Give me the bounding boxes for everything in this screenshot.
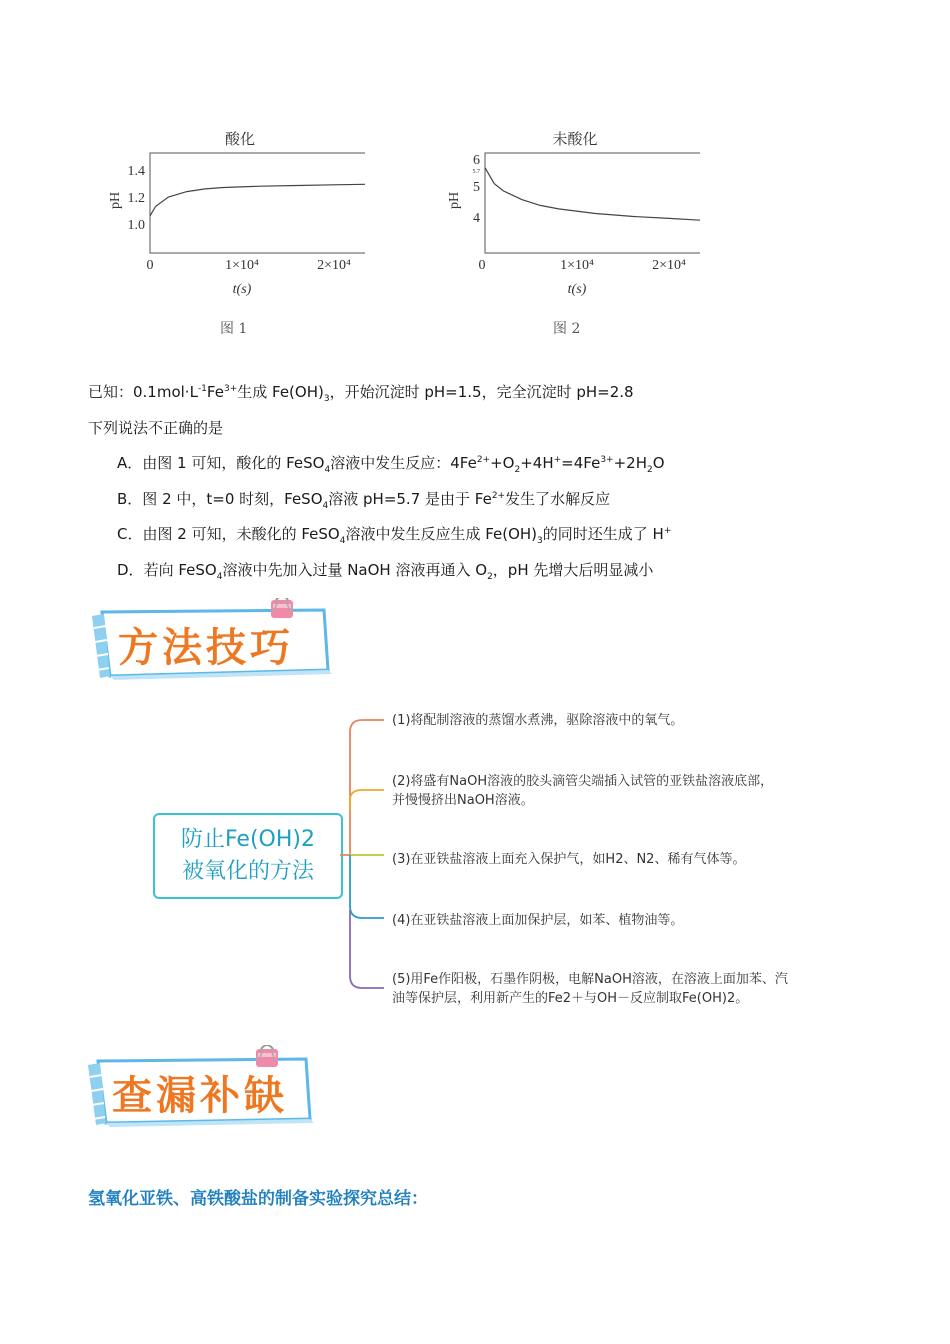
mindmap-center-node [153, 813, 343, 899]
figure2-xtick-3: 2×10⁴ [652, 258, 686, 273]
option-d: D．若向 FeSO$_4$溶液中先加入过量 NaOH 溶液再通入 $O_2$，pH 先增大后明显减小 [117, 561, 654, 582]
branch-4 [350, 855, 384, 918]
figure2-ytick-3: 5 [473, 180, 480, 195]
figure2-chart [430, 145, 700, 305]
mindmap-branches [338, 710, 388, 1000]
mindmap-center-line2: 被氧化的方法 [181, 859, 314, 884]
figure1-xtick-3: 2×10⁴ [317, 258, 351, 273]
option-a: A．由图 1 可知，酸化的 FeSO$_4$溶液中发生反应：$4Fe^{2+}+O_2+4H^+=4Fe^{3+}+2H_2O$ [117, 454, 665, 475]
figure2-plot-frame [485, 153, 700, 253]
option-c: C．由图 2 可知，未酸化的 FeSO$_4$溶液中发生反应生成 $Fe(OH)_3$的同时还生成了 H+ [117, 525, 672, 546]
branch-5 [350, 910, 384, 988]
mindmap-item-5: (5)用Fe作阳极，石墨作阴极，电解NaOH溶液，在溶液上面加苯、汽 油等保护层，利用新产生的Fe2＋与OH－反应制取Fe(OH)2。 [392, 972, 788, 1006]
figure1-ytick-1: 1.4 [127, 164, 145, 179]
figure1-chart [95, 145, 365, 305]
figure1-ylabel: pH [108, 191, 123, 209]
branch-1 [340, 720, 384, 855]
figure1-xlabel: t(s) [232, 282, 252, 297]
figure2-title: 未酸化 [552, 130, 598, 148]
figure1-ytick-2: 1.2 [127, 191, 145, 206]
mindmap-item-1: (1)将配制溶液的蒸馏水煮沸，驱除溶液中的氧气。 [392, 713, 684, 728]
figure2-xlabel: t(s) [567, 282, 587, 297]
banner-fill-gaps-text: 查漏补缺 [112, 1072, 288, 1119]
figure2-ytick-4: 4 [473, 211, 480, 226]
mindmap-item-2: (2)将盛有NaOH溶液的胶头滴管尖端插入试管的亚铁盐溶液底部， 并慢慢挤出NaOH溶液。 [392, 774, 774, 808]
section-heading: 氢氧化亚铁、高铁酸盐的制备实验探究总结： [88, 1189, 428, 1209]
figure2-ylabel: pH [447, 191, 462, 209]
mindmap-item-4: (4)在亚铁盐溶液上面加保护层，如苯、植物油等。 [392, 913, 684, 928]
option-b: B．图 2 中，t=0 时刻，FeSO$_4$溶液 pH=5.7 是由于 $Fe^{2+}$发生了水解反应 [117, 490, 611, 511]
figure1-xtick-2: 1×10⁴ [225, 258, 259, 273]
figure2-series-line [485, 168, 700, 223]
branch-2 [350, 790, 384, 810]
figure1-title: 酸化 [224, 130, 255, 148]
figure2-ytick-1: 6 [473, 153, 480, 168]
given-info: 已知：$0.1mol\cdot L^{-1}Fe^{3+}$生成 $Fe(OH)_3$，开始沉淀时 pH=1.5，完全沉淀时 pH=2.8 [88, 383, 634, 404]
mindmap-center-line1: 防止Fe(OH)2 [180, 827, 315, 852]
clip-icon [271, 598, 293, 618]
banner-method-tips-text: 方法技巧 [118, 624, 294, 671]
figure1-plot-frame [150, 153, 365, 253]
figure1-ytick-3: 1.0 [127, 218, 145, 233]
figure1-series-line [150, 182, 365, 216]
question-stem: 下列说法不正确的是 [88, 419, 224, 437]
figure1-xtick-1: 0 [146, 258, 154, 273]
figure2-xtick-1: 0 [478, 258, 486, 273]
mindmap-item-3: (3)在亚铁盐溶液上面充入保护气，如H2、N2、稀有气体等。 [392, 852, 746, 867]
figure2-xtick-2: 1×10⁴ [560, 258, 594, 273]
figure2-ytick-2: 5.7 [472, 169, 480, 175]
figure2-caption: 图 2 [553, 321, 581, 337]
figure1-caption: 图 1 [220, 321, 248, 337]
